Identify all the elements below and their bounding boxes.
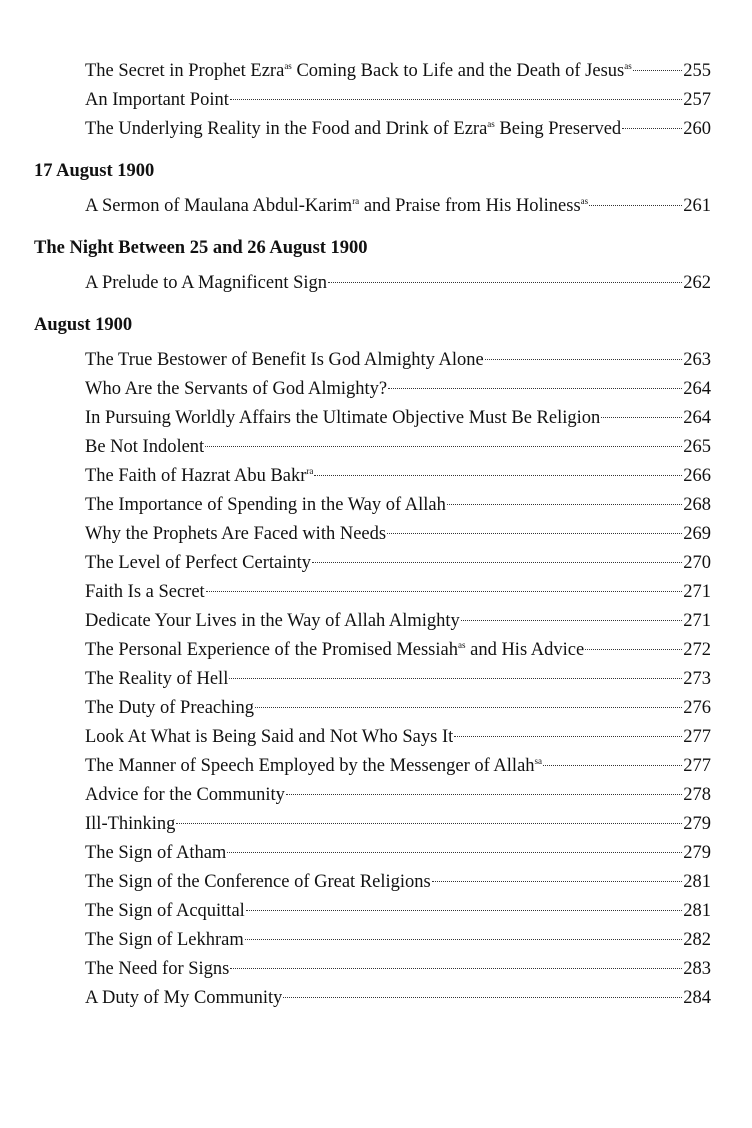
toc-entry (85, 462, 711, 491)
toc-entry (85, 375, 711, 404)
title-text: The Reality of Hell (85, 669, 229, 689)
dot-leader (227, 852, 682, 853)
title-text: The Level of Perfect Certainty (85, 553, 312, 573)
dot-leader (447, 504, 682, 505)
title-text: Being Preserved (494, 119, 622, 139)
title-text: and His Advice (465, 640, 585, 660)
page-number: 277 (683, 756, 711, 776)
dot-leader (286, 794, 682, 795)
toc-entry-title (85, 926, 244, 955)
toc-entry (85, 752, 711, 781)
page-number: 268 (683, 495, 711, 515)
dot-leader (585, 649, 682, 650)
toc-entry-title (85, 57, 632, 86)
section-heading: August 1900 (34, 315, 133, 335)
page-number: 270 (683, 553, 711, 573)
page-number: 281 (683, 901, 711, 921)
toc-entry-title (85, 723, 453, 752)
title-text: A Duty of My Community (85, 988, 283, 1008)
dot-leader (205, 446, 682, 447)
page-number: 277 (683, 727, 711, 747)
dot-leader (283, 997, 682, 998)
toc-entry-title (85, 462, 313, 491)
page-number: 262 (683, 273, 711, 293)
toc-entry-title (85, 781, 285, 810)
page-number: 261 (683, 196, 711, 216)
honorific-superscript: sa (534, 756, 543, 766)
title-text: Look At What is Being Said and Not Who Says It (85, 727, 454, 747)
dot-leader (206, 591, 683, 592)
toc-entry (85, 269, 711, 298)
dot-leader (246, 910, 682, 911)
page-number: 269 (683, 524, 711, 544)
title-text: The Personal Experience of the Promised Messiah (85, 640, 458, 660)
toc-entry-title (85, 346, 484, 375)
toc-entry-title (85, 192, 588, 221)
toc-entry (85, 433, 711, 462)
dot-leader (312, 562, 682, 563)
honorific-superscript: ra (352, 196, 360, 206)
dot-leader (454, 736, 682, 737)
title-text: The Duty of Preaching (85, 698, 255, 718)
toc-entry-title (85, 375, 387, 404)
dot-leader (589, 205, 682, 206)
toc-entry-title (85, 665, 228, 694)
page-number: 282 (683, 930, 711, 950)
title-text: The Sign of the Conference of Great Religions (85, 872, 431, 892)
toc-entry (85, 984, 711, 1013)
dot-leader (601, 417, 682, 418)
honorific-superscript: as (457, 640, 466, 650)
honorific-superscript: as (487, 119, 495, 129)
toc-entry (85, 86, 711, 115)
toc-entry-title (85, 694, 254, 723)
dot-leader (314, 475, 682, 476)
page-number: 278 (683, 785, 711, 805)
toc-entry (85, 723, 711, 752)
dot-leader (230, 99, 682, 100)
table-of-contents (0, 57, 752, 1013)
title-text: The Manner of Speech Employed by the Messenger of Allah (85, 756, 535, 776)
toc-entry (85, 897, 711, 926)
toc-entry-title (85, 636, 584, 665)
page-number: 276 (683, 698, 711, 718)
title-text: The Underlying Reality in the Food and Drink of Ezra (85, 119, 488, 139)
toc-entry (85, 404, 711, 433)
page-number: 273 (683, 669, 711, 689)
toc-entry (85, 926, 711, 955)
page-number: 264 (683, 408, 711, 428)
toc-entry (85, 810, 711, 839)
toc-entry (85, 578, 711, 607)
title-text: The Sign of Lekhram (85, 930, 244, 950)
toc-entry (85, 781, 711, 810)
title-text: The Faith of Hazrat Abu Bakr (85, 466, 307, 486)
page-number: 281 (683, 872, 711, 892)
toc-entry-title (85, 868, 431, 897)
toc-entry-title (85, 549, 311, 578)
page-number: 284 (683, 988, 711, 1008)
page-number: 271 (683, 611, 711, 631)
toc-entry-title (85, 433, 204, 462)
title-text: Faith Is a Secret (85, 582, 205, 602)
title-text: In Pursuing Worldly Affairs the Ultimate Objective Must Be Religion (85, 408, 601, 428)
title-text: The Secret in Prophet Ezra (85, 61, 285, 81)
page-number: 279 (683, 843, 711, 863)
dot-leader (230, 968, 682, 969)
toc-entry-title (85, 578, 205, 607)
honorific-superscript: ra (306, 466, 314, 476)
toc-entry (85, 839, 711, 868)
toc-entry-title (85, 115, 621, 144)
title-text: Why the Prophets Are Faced with Needs (85, 524, 387, 544)
honorific-superscript: as (580, 196, 589, 206)
title-text: The Sign of Atham (85, 843, 227, 863)
toc-entry (85, 520, 711, 549)
toc-entry-title (85, 491, 446, 520)
dot-leader (432, 881, 683, 882)
dot-leader (543, 765, 682, 766)
page-number: 264 (683, 379, 711, 399)
page-number: 272 (683, 640, 711, 660)
dot-leader (485, 359, 683, 360)
page-number: 260 (683, 119, 711, 139)
dot-leader (255, 707, 682, 708)
toc-entry (85, 955, 711, 984)
title-text: Who Are the Servants of God Almighty? (85, 379, 388, 399)
title-text: Dedicate Your Lives in the Way of Allah Almighty (85, 611, 460, 631)
toc-entry (85, 636, 711, 665)
toc-entry-title (85, 607, 460, 636)
dot-leader (328, 282, 682, 283)
toc-entry-title (85, 269, 327, 298)
title-text: Coming Back to Life and the Death of Jesus (291, 61, 625, 81)
page-number: 283 (683, 959, 711, 979)
page-number: 255 (683, 61, 711, 81)
dot-leader (245, 939, 683, 940)
title-text: A Prelude to A Magnificent Sign (85, 273, 328, 293)
toc-entry (85, 346, 711, 375)
toc-entry-title (85, 955, 229, 984)
title-text: The Importance of Spending in the Way of Allah (85, 495, 446, 515)
title-text: The Need for Signs (85, 959, 230, 979)
title-text: Ill-Thinking (85, 814, 176, 834)
page-number: 266 (683, 466, 711, 486)
page-number: 257 (683, 90, 711, 110)
toc-entry (85, 694, 711, 723)
toc-entry-title (85, 86, 229, 115)
toc-entry-title (85, 752, 542, 781)
page-number: 271 (683, 582, 711, 602)
title-text: The Sign of Acquittal (85, 901, 245, 921)
dot-leader (387, 533, 682, 534)
dot-leader (461, 620, 682, 621)
section-heading: 17 August 1900 (34, 161, 155, 181)
title-text: Be Not Indolent (85, 437, 205, 457)
title-text: The True Bestower of Benefit Is God Almighty Alone (85, 350, 484, 370)
dot-leader (229, 678, 682, 679)
toc-entry (85, 192, 711, 221)
dot-leader (176, 823, 682, 824)
toc-entry (85, 607, 711, 636)
page-number: 265 (683, 437, 711, 457)
honorific-superscript: as (624, 61, 632, 71)
toc-entry (85, 868, 711, 897)
toc-entry-title (85, 897, 245, 926)
toc-entry-title (85, 984, 282, 1013)
toc-entry-title (85, 810, 175, 839)
toc-entry (85, 491, 711, 520)
dot-leader (622, 128, 682, 129)
page-number: 263 (683, 350, 711, 370)
dot-leader (388, 388, 682, 389)
title-text: An Important Point (85, 90, 229, 110)
dot-leader (633, 70, 683, 71)
toc-entry-title (85, 839, 226, 868)
title-text: Advice for the Community (85, 785, 285, 805)
title-text: A Sermon of Maulana Abdul-Karim (85, 196, 353, 216)
toc-entry (85, 549, 711, 578)
section-heading: The Night Between 25 and 26 August 1900 (34, 238, 368, 258)
toc-entry (85, 115, 711, 144)
title-text: and Praise from His Holiness (359, 196, 581, 216)
honorific-superscript: as (284, 61, 292, 71)
page-number: 279 (683, 814, 711, 834)
toc-entry (85, 665, 711, 694)
toc-entry-title (85, 520, 386, 549)
toc-entry-title (85, 404, 600, 433)
toc-entry (85, 57, 711, 86)
